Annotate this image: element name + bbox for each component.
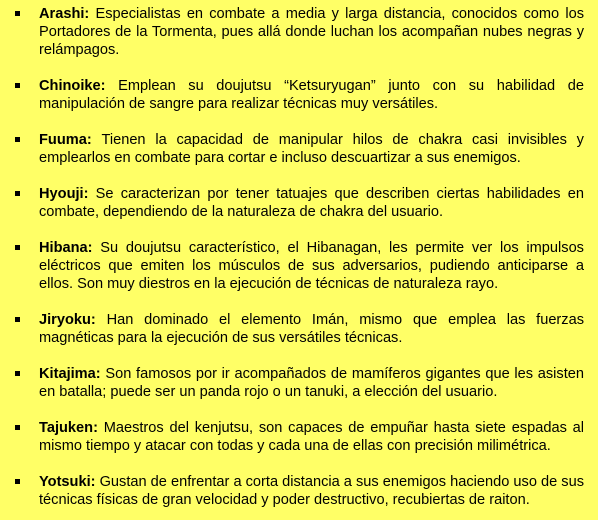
clan-item-kitajima <box>14 365 584 401</box>
square-bullet-icon <box>15 479 20 484</box>
clan-name: Tajuken: <box>39 420 104 436</box>
square-bullet-icon <box>15 11 20 16</box>
clan-item-yotsuki <box>14 473 584 509</box>
clan-name: Hibana: <box>39 240 101 256</box>
clan-description: Se caracterizan por tener tatuajes que describen ciertas habilidades en combate, dependiendo de la naturaleza de chakra del usuario. <box>39 186 585 220</box>
square-bullet-icon <box>15 191 20 196</box>
clan-name: Kitajima: <box>39 366 106 382</box>
clan-item-chinoike <box>14 77 584 113</box>
square-bullet-icon <box>15 245 20 250</box>
square-bullet-icon <box>15 425 20 430</box>
clan-list <box>14 5 584 509</box>
clan-name: Yotsuki: <box>39 474 100 490</box>
clan-description: Su doujutsu característico, el Hibanagan, les permite ver los impulsos eléctricos que emiten los músculos de sus adversarios, pudiendo anticiparse a ellos. Son muy diestros en la ejecución de técnicas de naturaleza rayo. <box>39 240 584 292</box>
clan-description: Gustan de enfrentar a corta distancia a sus enemigos haciendo uso de sus técnicas físicas de gran velocidad y poder destructivo, recubiertas de raiton. <box>39 474 585 508</box>
square-bullet-icon <box>15 137 20 142</box>
clan-name: Fuuma: <box>39 132 102 148</box>
clan-item-hyouji <box>14 185 584 221</box>
clan-description: Maestros del kenjutsu, son capaces de empuñar hasta siete espadas al mismo tiempo y atacar con todas y cada una de ellas con precisión milimétrica. <box>39 420 584 454</box>
square-bullet-icon <box>15 317 20 322</box>
clan-description: Son famosos por ir acompañados de mamíferos gigantes que les asisten en batalla; puede ser un panda rojo o un tanuki, a elección del usuario. <box>39 366 585 400</box>
clan-item-hibana <box>14 239 584 293</box>
square-bullet-icon <box>15 83 20 88</box>
clan-description: Han dominado el elemento Imán, mismo que emplea las fuerzas magnéticas para la ejecución de sus versátiles técnicas. <box>39 312 585 346</box>
clan-description: Emplean su doujutsu “Ketsuryugan” junto con su habilidad de manipulación de sangre para realizar técnicas muy versátiles. <box>39 78 584 112</box>
clan-name: Hyouji: <box>39 186 96 202</box>
clan-name: Arashi: <box>39 6 96 22</box>
square-bullet-icon <box>15 371 20 376</box>
clan-name: Chinoike: <box>39 78 119 94</box>
clan-description: Especialistas en combate a media y larga distancia, conocidos como los Portadores de la Tormenta, pues allá donde luchan los acompañan nubes negras y relámpagos. <box>39 6 584 58</box>
clan-item-jiryoku <box>14 311 584 347</box>
clan-name: Jiryoku: <box>39 312 107 328</box>
clan-item-fuuma <box>14 131 584 167</box>
clan-item-arashi <box>14 5 584 59</box>
clan-item-tajuken <box>14 419 584 455</box>
clan-description: Tienen la capacidad de manipular hilos de chakra casi invisibles y emplearlos en combate para cortar e incluso descuartizar a sus enemigos. <box>39 132 584 166</box>
